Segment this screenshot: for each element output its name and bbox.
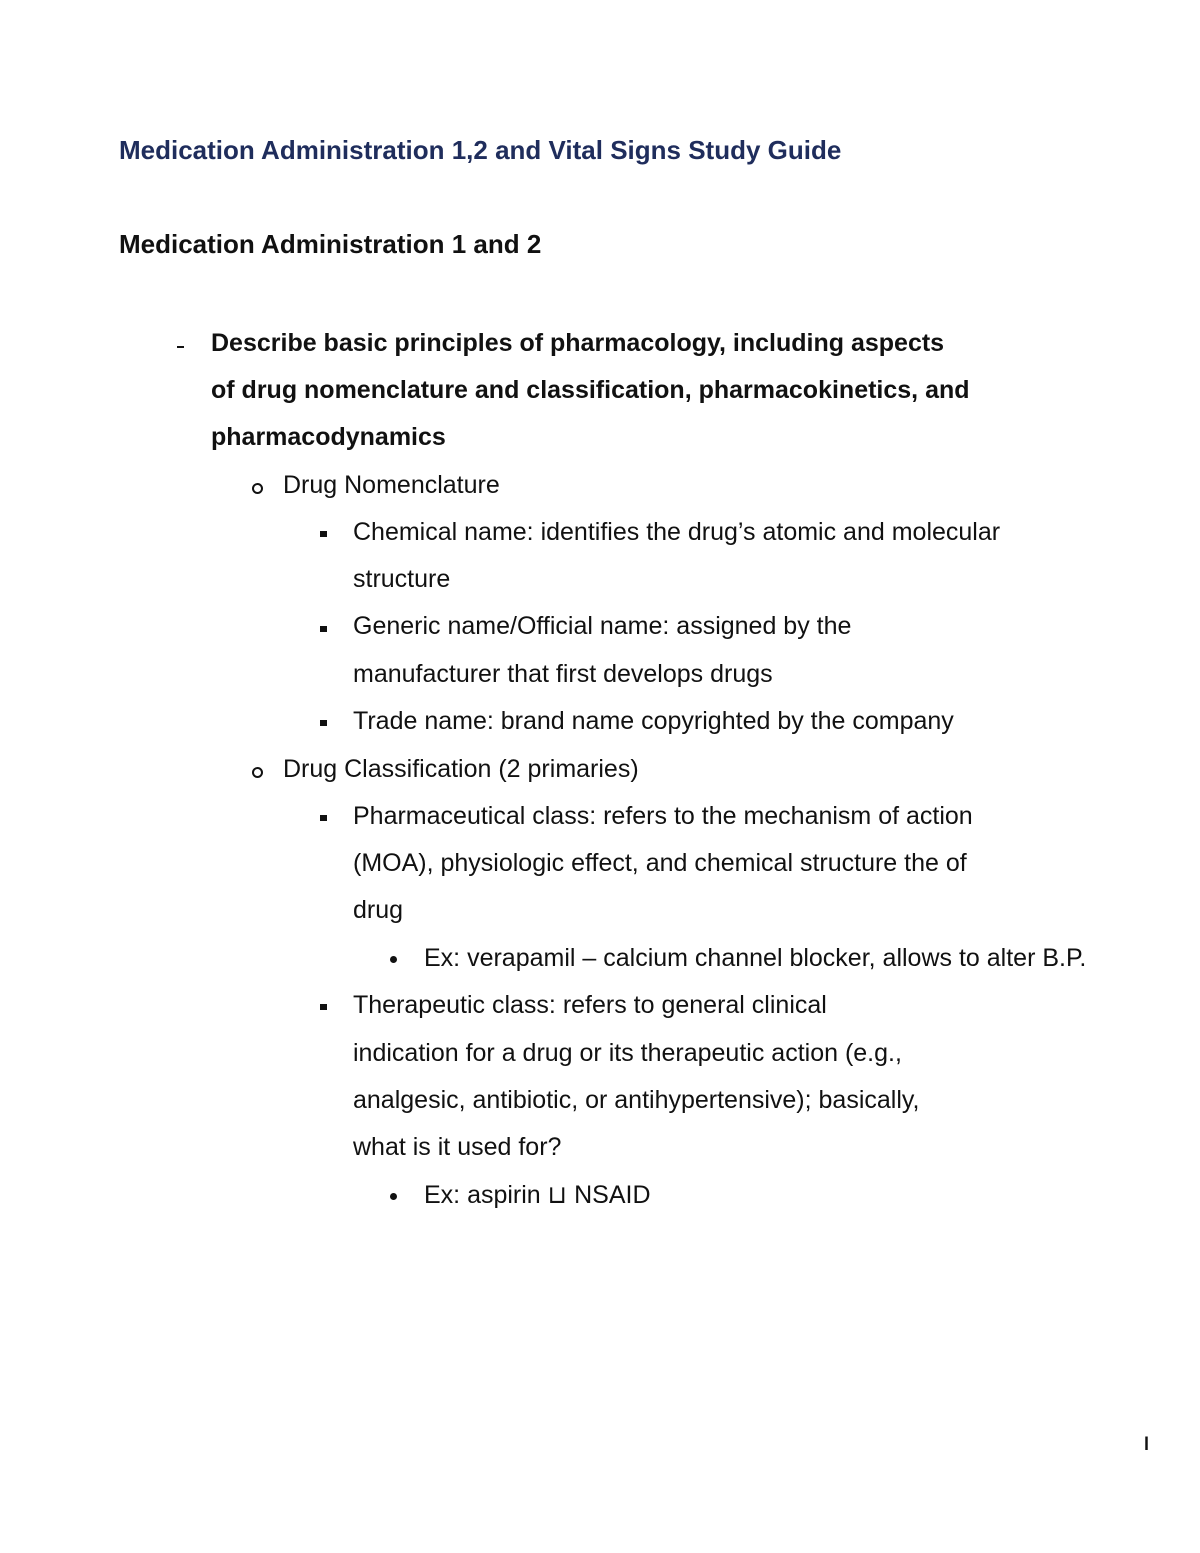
- circle-bullet-icon: [252, 767, 263, 778]
- square-bullet-icon: [320, 626, 327, 632]
- therapeutic-class-line: analgesic, antibiotic, or antihypertensive); basically,: [353, 1086, 920, 1114]
- square-bullet-icon: [320, 815, 327, 821]
- chemical-name-line: structure: [353, 565, 451, 593]
- therapeutic-class-line: Therapeutic class: refers to general clinical: [353, 991, 827, 1019]
- square-bullet-icon: [320, 531, 327, 537]
- therapeutic-example: Ex: aspirin ⊔ NSAID: [424, 1181, 651, 1209]
- dot-bullet-icon: [390, 956, 397, 963]
- generic-name-line: manufacturer that first develops drugs: [353, 660, 773, 688]
- pharmaceutical-example: Ex: verapamil – calcium channel blocker, allows to alter B.P.: [424, 944, 1087, 972]
- circle-bullet-icon: [252, 483, 263, 494]
- section-heading: Medication Administration 1 and 2: [119, 229, 542, 259]
- nomenclature-heading: Drug Nomenclature: [283, 471, 500, 499]
- objective-line: pharmacodynamics: [211, 423, 446, 451]
- pharmaceutical-class-line: (MOA), physiologic effect, and chemical structure the of: [353, 849, 967, 877]
- dash-bullet-icon: [177, 346, 184, 348]
- square-bullet-icon: [320, 720, 327, 726]
- pharmaceutical-class-line: Pharmaceutical class: refers to the mechanism of action: [353, 802, 973, 830]
- therapeutic-class-line: what is it used for?: [353, 1133, 562, 1161]
- chemical-name-line: Chemical name: identifies the drug’s atomic and molecular: [353, 518, 1001, 546]
- classification-heading: Drug Classification (2 primaries): [283, 755, 639, 783]
- objective-line: of drug nomenclature and classification, pharmacokinetics, and: [211, 376, 970, 404]
- dot-bullet-icon: [390, 1193, 397, 1200]
- pharmaceutical-class-line: drug: [353, 896, 404, 924]
- document-title: Medication Administration 1,2 and Vital Signs Study Guide: [119, 135, 842, 165]
- trade-name-line: Trade name: brand name copyrighted by the company: [353, 707, 954, 735]
- page-number: l: [1144, 1434, 1150, 1454]
- generic-name-line: Generic name/Official name: assigned by the: [353, 612, 852, 640]
- square-bullet-icon: [320, 1004, 327, 1010]
- therapeutic-class-line: indication for a drug or its therapeutic action (e.g.,: [353, 1039, 902, 1067]
- objective-line: Describe basic principles of pharmacology, including aspects: [211, 329, 945, 357]
